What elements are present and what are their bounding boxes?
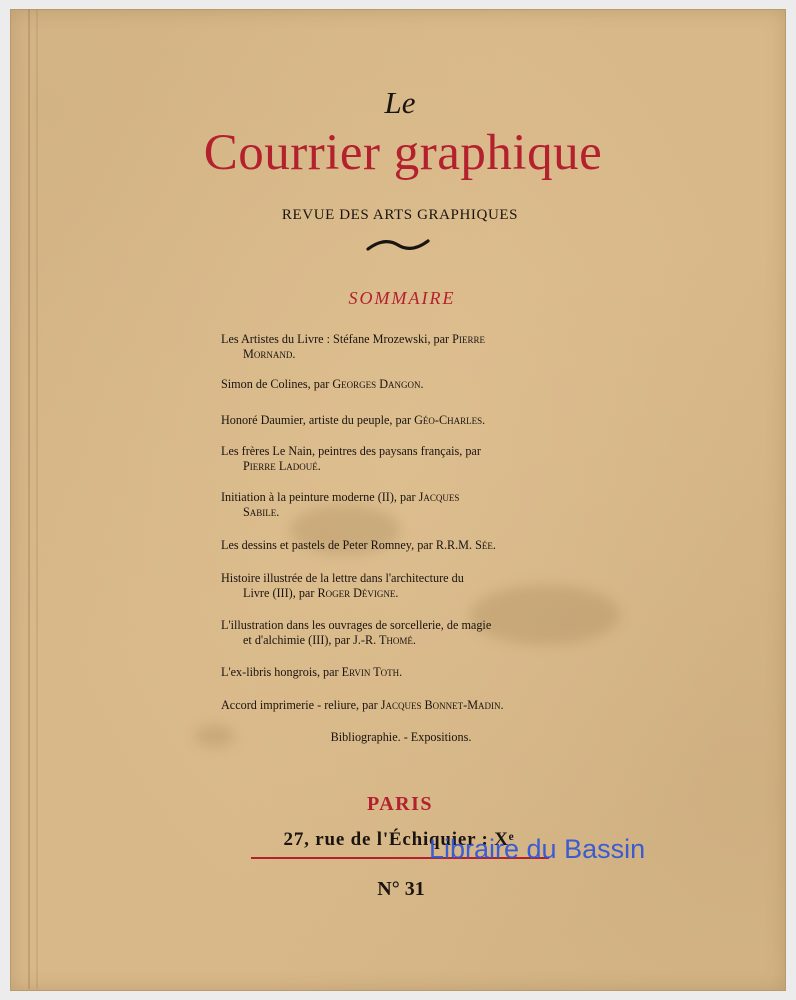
sommaire-heading: SOMMAIRE <box>348 288 456 308</box>
publisher-city: PARIS <box>366 793 434 815</box>
toc-entry-bibliography: Bibliographie. - Expositions. <box>330 730 472 744</box>
magazine-title: Courrier graphique <box>203 125 603 181</box>
publisher-address: 27, rue de l'Échiquier : Xᵉ <box>283 829 515 850</box>
toc-entry: L'illustration dans les ouvrages de sorcellerie, de magie et d'alchimie (III), par J.-R. Thomé. <box>221 618 492 647</box>
toc-entry: Les dessins et pastels de Peter Romney, par R.R.M. Sée. <box>221 538 496 552</box>
magazine-subtitle: REVUE DES ARTS GRAPHIQUES <box>281 207 519 223</box>
toc-entry: Accord imprimerie - reliure, par Jacques Bonnet-Madin. <box>221 698 504 712</box>
flourish-ornament <box>366 236 430 254</box>
seller-watermark: Libraire du Bassin <box>429 834 646 864</box>
toc-entry: L'ex-libris hongrois, par Ervin Toth. <box>221 665 403 679</box>
toc-entry: Histoire illustrée de la lettre dans l'architecture du Livre (III), par Roger Dévigne. <box>221 571 464 600</box>
issue-number: N° 31 <box>377 878 425 900</box>
title-article: Le <box>384 85 416 120</box>
toc-entry: Initiation à la peinture moderne (II), par Jacques Sabile. <box>221 490 460 519</box>
toc-entry: Honoré Daumier, artiste du peuple, par Géo-Charles. <box>221 413 486 427</box>
toc-entry: Les frères Le Nain, peintres des paysans français, par Pierre Ladoué. <box>221 444 481 473</box>
toc-entry: Les Artistes du Livre : Stéfane Mrozewski, par Pierre Mornand. <box>221 332 485 361</box>
toc-entry: Simon de Colines, par Georges Dangon. <box>221 377 424 391</box>
